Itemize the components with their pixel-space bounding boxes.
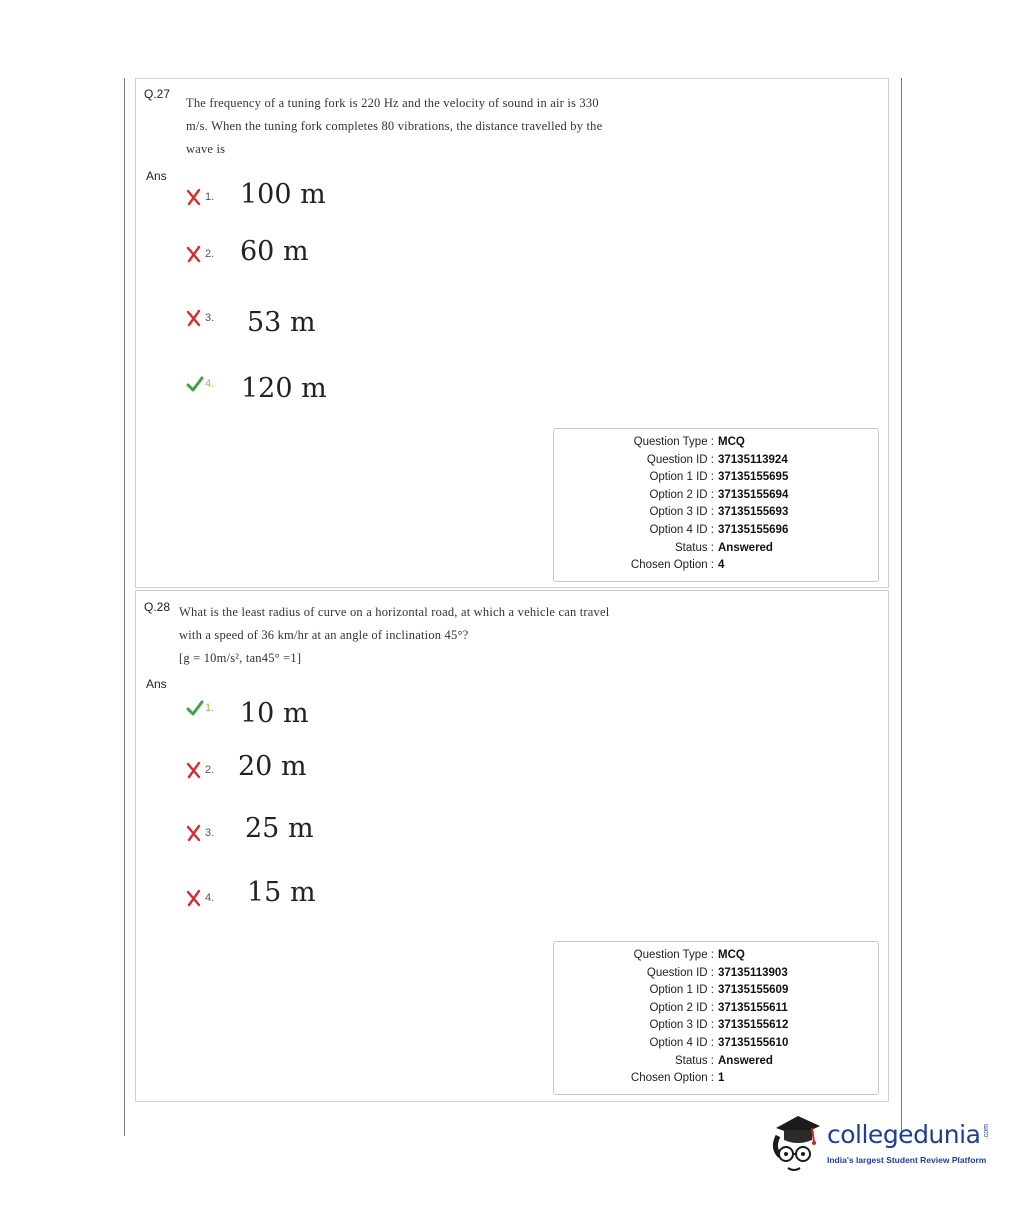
option-number: 1. bbox=[205, 702, 215, 714]
option-number: 3. bbox=[205, 312, 215, 324]
ans-label: Ans bbox=[146, 677, 167, 691]
mascot-icon bbox=[770, 1106, 826, 1176]
question-text-line: [g = 10m/s², tan45° =1] bbox=[179, 651, 302, 665]
question-info-panel bbox=[553, 941, 879, 1095]
info-row: Question Type : MCQ bbox=[633, 436, 745, 448]
question-number: Q.28 bbox=[144, 600, 171, 614]
question-text-line: What is the least radius of curve on a horizontal road, at which a vehicle can travel bbox=[179, 605, 610, 619]
collegedunia-logo[interactable] bbox=[770, 1106, 1000, 1178]
option-2 bbox=[186, 761, 214, 779]
option-4 bbox=[186, 889, 214, 907]
question-text-line: The frequency of a tuning fork is 220 Hz and the velocity of sound in air is 330 bbox=[186, 96, 599, 110]
option-number: 2. bbox=[205, 764, 215, 776]
page-right-rule bbox=[901, 78, 902, 1138]
question-number: Q.27 bbox=[144, 87, 171, 101]
info-row: Option 4 ID : 37135155696 bbox=[649, 524, 789, 536]
question-info-panel bbox=[553, 428, 879, 582]
option-number: 1. bbox=[205, 191, 215, 203]
info-row: Option 1 ID : 37135155695 bbox=[649, 471, 789, 483]
question-text-line: m/s. When the tuning fork completes 80 vibrations, the distance travelled by the bbox=[186, 119, 603, 133]
cross-icon bbox=[186, 245, 202, 263]
ans-label: Ans bbox=[146, 169, 167, 183]
info-row: Option 3 ID : 37135155612 bbox=[649, 1019, 789, 1031]
info-row: Question Type : MCQ bbox=[633, 949, 745, 961]
info-row: Question ID : 37135113903 bbox=[646, 967, 788, 979]
info-row: Chosen Option : 1 bbox=[630, 1072, 725, 1084]
cross-icon bbox=[186, 188, 202, 206]
check-icon bbox=[186, 375, 202, 393]
question-text-line: with a speed of 36 km/hr at an angle of inclination 45°? bbox=[179, 628, 469, 642]
info-row: Option 2 ID : 37135155694 bbox=[649, 489, 789, 501]
cross-icon bbox=[186, 889, 202, 907]
option-1 bbox=[186, 699, 214, 717]
question-27 bbox=[135, 78, 889, 588]
option-3 bbox=[186, 309, 214, 327]
info-row: Option 4 ID : 37135155610 bbox=[649, 1037, 789, 1049]
question-text bbox=[186, 92, 602, 161]
option-number: 2. bbox=[205, 248, 215, 260]
option-2 bbox=[186, 245, 214, 263]
option-3 bbox=[186, 824, 214, 842]
brand-tagline: India's largest Student Review Platform bbox=[827, 1155, 987, 1165]
option-4 bbox=[186, 375, 214, 393]
info-row: Option 2 ID : 37135155611 bbox=[649, 1002, 788, 1014]
brand-name: collegedunia bbox=[827, 1120, 981, 1149]
option-text: 15 m bbox=[247, 877, 316, 908]
cross-icon bbox=[186, 761, 202, 779]
cross-icon bbox=[186, 824, 202, 842]
option-text: 100 m bbox=[240, 179, 326, 210]
info-row: Option 3 ID : 37135155693 bbox=[649, 506, 789, 518]
info-row: Status : Answered bbox=[675, 1055, 773, 1067]
option-text: 53 m bbox=[247, 307, 316, 338]
info-row: Chosen Option : 4 bbox=[630, 559, 725, 571]
option-1 bbox=[186, 188, 214, 206]
brand-suffix: .com bbox=[983, 1124, 990, 1140]
option-text: 20 m bbox=[238, 751, 307, 782]
page-left-rule bbox=[124, 78, 125, 1136]
info-row: Option 1 ID : 37135155609 bbox=[649, 984, 789, 996]
question-text-line: wave is bbox=[186, 142, 226, 156]
option-number: 3. bbox=[205, 827, 215, 839]
option-text: 60 m bbox=[240, 236, 309, 267]
check-icon bbox=[186, 699, 202, 717]
question-28 bbox=[135, 590, 889, 1102]
option-text: 10 m bbox=[240, 698, 309, 729]
info-row: Status : Answered bbox=[675, 542, 773, 554]
option-text: 25 m bbox=[245, 813, 314, 844]
option-number: 4. bbox=[205, 378, 215, 390]
info-row: Question ID : 37135113924 bbox=[646, 454, 788, 466]
cross-icon bbox=[186, 309, 202, 327]
option-number: 4. bbox=[205, 892, 215, 904]
question-text bbox=[179, 601, 609, 670]
option-text: 120 m bbox=[241, 373, 327, 404]
